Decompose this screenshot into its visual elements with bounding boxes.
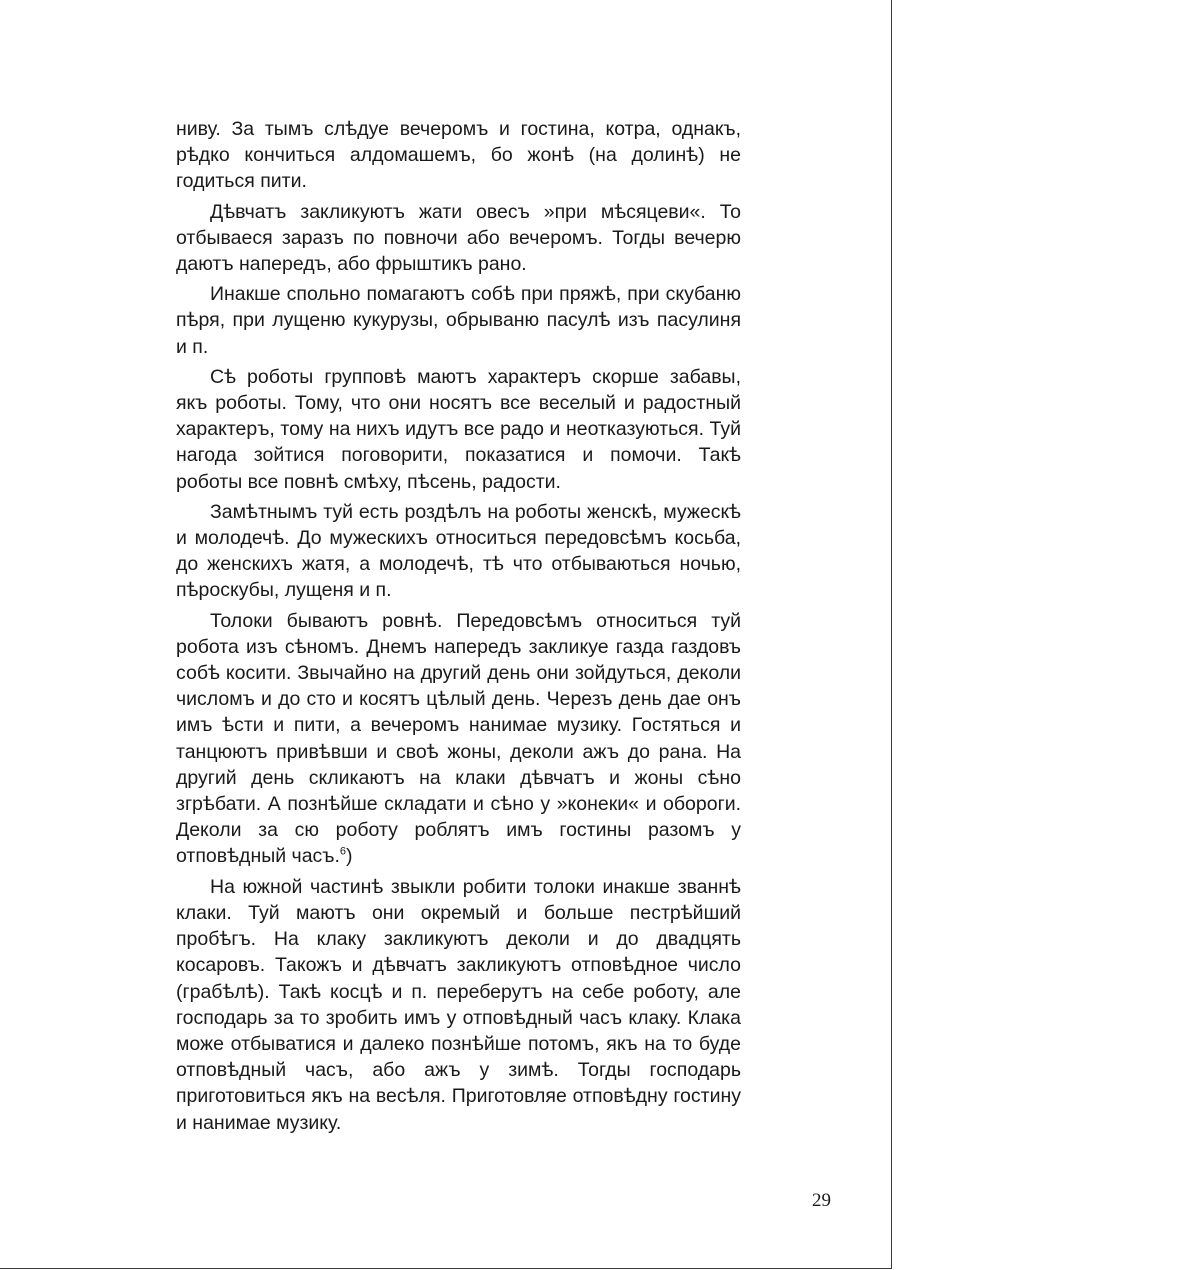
page-number: 29 [812,1190,831,1211]
footnote-suffix: ) [346,845,353,868]
body-text [176,116,741,1140]
paragraph-6-text: Толоки бываютъ ровнѣ. Передовсѣмъ относиться туй робота изъ сѣномъ. Днемъ напередъ закликуе газда газдовъ собѣ косити. Звычайно на другий день они зойдуться, деколи числомъ и до сто и косятъ цѣлый день. Черезъ день дае онъ имъ ѣсти и пити, а вечеромъ нанимае музику. Гостяться и танцюютъ привѣвши и своѣ жоны, деколи ажъ до рана. На другий день скликаютъ на клаки дѣвчатъ и жоны сѣно згрѣбати. А познѣйше складати и сѣно у »конеки« и обороги. Деколи за сю роботу роблятъ имъ гостины разомъ у отповѣдный часъ. [176,609,741,868]
paragraph-5: Замѣтнымъ туй есть роздѣлъ на роботы женскѣ, мужескѣ и молодечѣ. До мужескихъ относиться передовсѣмъ косьба, до женскихъ жатя, а молодечѣ, тѣ что отбываються ночью, пѣроскубы, лущеня и п. [176,500,741,602]
paragraph-6 [176,608,741,870]
paragraph-4: Сѣ роботы групповѣ маютъ характеръ скорше забавы, якъ роботы. Тому, что они носятъ все веселый и радостный характеръ, тому на нихъ идутъ все радо и неотказуються. Туй нагода зойтися поговорити, показатися и помочи. Такѣ роботы все повнѣ смѣху, пѣсень, радости. [176,365,741,493]
footnote-marker: 6 [339,845,347,858]
paragraph-1: ниву. За тымъ слѣдуе вечеромъ и гостина, котра, однакъ, рѣдко кончиться алдомашемъ, бо жонѣ (на долинѣ) не годиться пити. [176,118,741,193]
paragraph-2: Дѣвчатъ закликуютъ жати овесъ »при мѣсяцеви«. То отбываеся заразъ по повночи або вечеромъ. Тогды вечерю даютъ напередъ, або фрыштикъ рано. [176,200,741,276]
paragraph-7: На южной частинѣ звыкли робити толоки инакше званнѣ клаки. Туй маютъ они окремый и больше пестрѣйший пробѣгъ. На клаку закликуютъ деколи и до двадцять косаровъ. Такожъ и дѣвчатъ закликуютъ отповѣдное число (грабѣлѣ). Такѣ косцѣ и п. переберутъ на себе роботу, але господарь за то зробить имъ у отповѣдный часъ клаку. Клака може отбыватися и далеко познѣйше потомъ, якъ на то буде отповѣдный часъ, або ажъ у зимѣ. Тогды господарь приготовиться якъ на весѣля. Приготовляе отповѣдну гостину и нанимае музику. [176,875,741,1134]
paragraph-3: Инакше спольно помагаютъ собѣ при пряжѣ, при скубаню пѣря, при лущеню кукурузы, обрываню пасулѣ изъ пасулиня и п. [176,283,741,358]
